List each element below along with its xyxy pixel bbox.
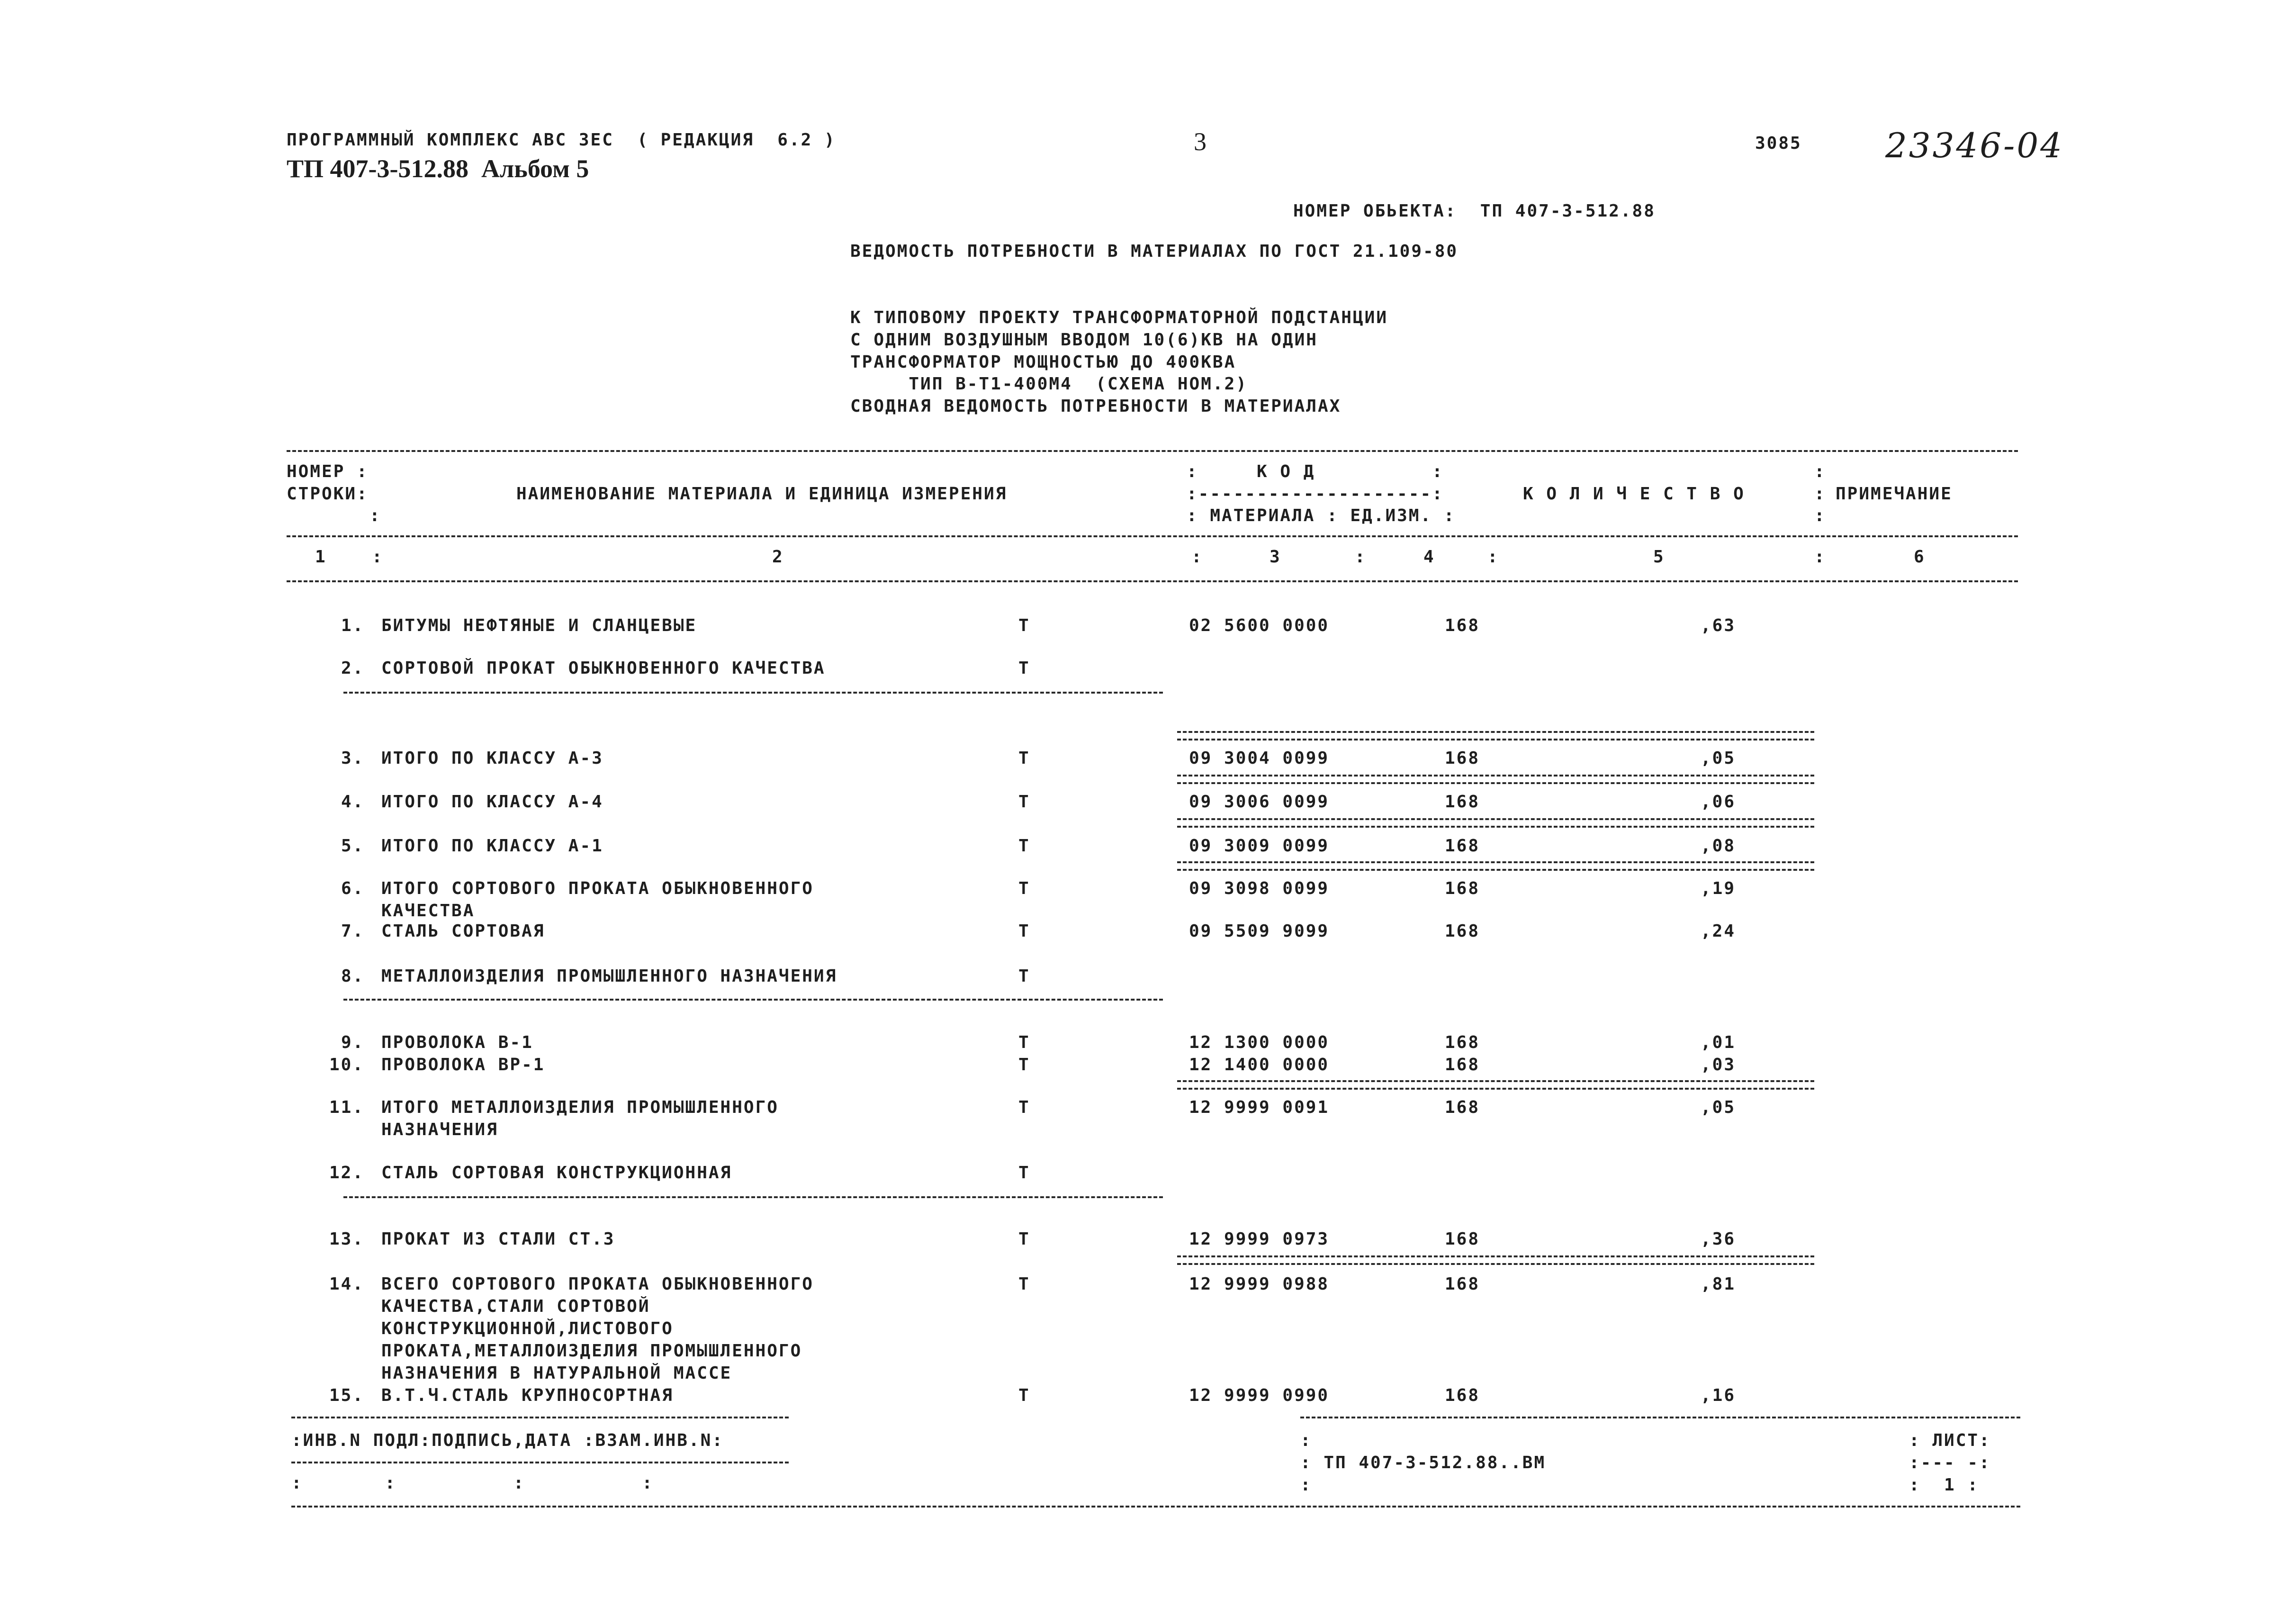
column-separator: : [1191,547,1203,567]
table-row [0,879,2296,903]
table-row [0,1274,2296,1298]
row-number: 2. [341,659,365,678]
header-separator-3: : [1814,506,1826,525]
material-code: 12 9999 0973 [1189,1229,1330,1249]
column-separator: : [1814,547,1826,567]
unit: Т [1018,1098,1030,1117]
unit: Т [1018,792,1030,812]
unit-code: 168 [1445,921,1480,941]
row-number: 9. [341,1033,365,1052]
material-code: 09 3098 0099 [1189,879,1330,898]
column-number-3: 3 [1270,547,1281,567]
header-bottom-rule [287,580,2018,582]
material-code: 09 5509 9099 [1189,921,1330,941]
total-rule [1177,731,1814,740]
table-row [0,836,2296,860]
object-number: НОМЕР ОБЬЕКТА: ТП 407-3-512.88 [1293,201,1656,221]
material-name: ВСЕГО СОРТОВОГО ПРОКАТА ОБЫКНОВЕННОГО [381,1274,814,1294]
quantity: ,36 [1701,1229,1736,1249]
unit-code: 168 [1445,792,1480,812]
material-name: В.Т.Ч.СТАЛЬ КРУПНОСОРТНАЯ [381,1386,674,1405]
sheet-separator: :--- -: [1909,1453,1991,1472]
row-number: 13. [329,1229,365,1249]
material-name: ИТОГО МЕТАЛЛОИЗДЕЛИЯ ПРОМЫШЛЕННОГО [381,1098,779,1117]
unit-code: 168 [1445,836,1480,856]
material-code: 12 9999 0990 [1189,1386,1330,1405]
page-number: 3 [1194,127,1207,156]
material-code: 12 1400 0000 [1189,1055,1330,1074]
unit: Т [1018,1163,1030,1183]
stamp-header: :ИНВ.N ПОДЛ:ПОДПИСЬ,ДАТА :ВЗАМ.ИНВ.N: [291,1431,724,1450]
code-header-mid: :--------------------: [1187,484,1444,504]
table-row [0,659,2296,682]
quantity: ,03 [1701,1055,1736,1074]
material-code: 02 5600 0000 [1189,616,1330,635]
row-number: 8. [341,966,365,986]
unit-code: 168 [1445,1098,1480,1117]
material-name: МЕТАЛЛОИЗДЕЛИЯ ПРОМЫШЛЕННОГО НАЗНАЧЕНИЯ [381,966,837,986]
column-number-6: 6 [1914,547,1926,567]
row-number: 11. [329,1098,365,1117]
unit-code: 168 [1445,879,1480,898]
handwritten-number: 23346-04 [1885,126,2064,165]
header-mid-rule [287,535,2018,537]
total-rule [1177,775,1814,784]
material-name: ПРОВОЛОКА В-1 [381,1033,533,1052]
sheet-number: : 1 : [1909,1475,1980,1495]
material-name: ИТОГО СОРТОВОГО ПРОКАТА ОБЫКНОВЕННОГО [381,879,814,898]
subtitle-line-5: СВОДНАЯ ВЕДОМОСТЬ ПОТРЕБНОСТИ В МАТЕРИАЛАХ [850,397,1342,416]
code-header-bottom: : МАТЕРИАЛА : ЕД.ИЗМ. : [1187,506,1456,525]
row-number: 4. [341,792,365,812]
quantity: ,24 [1701,921,1736,941]
unit: Т [1018,659,1030,678]
column-number-4: 4 [1423,547,1435,567]
material-name: ИТОГО ПО КЛАССУ А-3 [381,749,603,768]
material-name: ПРОКАТ ИЗ СТАЛИ СТ.3 [381,1229,615,1249]
material-code: 12 9999 0091 [1189,1098,1330,1117]
unit-code: 168 [1445,1386,1480,1405]
quantity: ,08 [1701,836,1736,856]
material-name: СТАЛЬ СОРТОВАЯ КОНСТРУКЦИОННАЯ [381,1163,732,1183]
document-title: ВЕДОМОСТЬ ПОТРЕБНОСТИ В МАТЕРИАЛАХ ПО ГОСТ 21.109-80 [850,242,1459,261]
unit-code: 168 [1445,1055,1480,1074]
quantity: ,19 [1701,879,1736,898]
program-label: ПРОГРАММНЫЙ КОМПЛЕКС АВС ЗЕС ( РЕДАКЦИЯ 6.2 ) [287,130,836,150]
table-row [0,921,2296,945]
table-row [0,1055,2296,1079]
material-name-continuation: КАЧЕСТВА,СТАЛИ СОРТОВОЙ [381,1297,650,1316]
quantity: ,16 [1701,1386,1736,1405]
stamp-mid-rule [291,1462,789,1463]
total-rule [1177,1255,1814,1265]
table-row [0,792,2296,816]
unit: Т [1018,1055,1030,1074]
unit: Т [1018,1033,1030,1052]
material-code: 09 3009 0099 [1189,836,1330,856]
material-name-continuation: НАЗНАЧЕНИЯ В НАТУРАЛЬНОЙ МАССЕ [381,1363,732,1383]
unit: Т [1018,749,1030,768]
material-code: 12 1300 0000 [1189,1033,1330,1052]
subtitle-line-1: К ТИПОВОМУ ПРОЕКТУ ТРАНСФОРМАТОРНОЙ ПОДСТАНЦИИ [850,308,1388,327]
subtitle-line-4: ТИП В-Т1-400М4 (СХЕМА НОМ.2) [850,374,1248,394]
table-row [0,616,2296,640]
stamp-cells: : : : : [291,1473,654,1493]
row-number-header-3: : [369,506,381,525]
total-rule [1177,1080,1814,1090]
table-row [0,966,2296,990]
quantity: ,01 [1701,1033,1736,1052]
row-number: 15. [329,1386,365,1405]
material-code: 09 3004 0099 [1189,749,1330,768]
row-number: 5. [341,836,365,856]
group-rule [343,999,1163,1001]
footer-top-rule-right [1300,1417,2020,1418]
total-rule [1177,818,1814,828]
quantity-column-header: К О Л И Ч Е С Т В О [1523,484,1745,504]
table-row [0,1033,2296,1056]
row-number: 12. [329,1163,365,1183]
unit-code: 168 [1445,1274,1480,1294]
doc-code-top: : [1300,1431,1312,1450]
footer-bottom-rule [291,1506,2020,1508]
material-name-continuation: ПРОКАТА,МЕТАЛЛОИЗДЕЛИЯ ПРОМЫШЛЕННОГО [381,1341,802,1361]
unit-code: 168 [1445,1229,1480,1249]
row-number-header-2: СТРОКИ: [287,484,369,504]
table-row [0,1229,2296,1253]
row-number: 6. [341,879,365,898]
column-number-5: 5 [1653,547,1665,567]
note-column-header: ПРИМЕЧАНИЕ [1836,484,1953,504]
column-number-2: 2 [772,547,784,567]
subtitle-line-2: С ОДНИМ ВОЗДУШНЫМ ВВОДОМ 10(6)КВ НА ОДИН [850,330,1318,350]
material-name: ИТОГО ПО КЛАССУ А-1 [381,836,603,856]
material-code: 12 9999 0988 [1189,1274,1330,1294]
unit: Т [1018,879,1030,898]
row-number: 14. [329,1274,365,1294]
material-name: ПРОВОЛОКА ВР-1 [381,1055,545,1074]
material-name-continuation: НАЗНАЧЕНИЯ [381,1120,498,1139]
doc-code: : ТП 407-3-512.88..ВМ [1300,1453,1546,1472]
row-number: 7. [341,921,365,941]
unit-code: 168 [1445,616,1480,635]
subtitle-line-3: ТРАНСФОРМАТОР МОЩНОСТЬЮ ДО 400КВА [850,352,1236,372]
unit: Т [1018,616,1030,635]
footer-top-rule-left [291,1417,789,1418]
table-row [0,1098,2296,1121]
group-rule [343,1196,1163,1198]
document-code: 3085 [1755,134,1802,153]
table-row [0,1163,2296,1187]
row-number: 10. [329,1055,365,1074]
header-separator-2: : [1814,484,1826,504]
table-row [0,1386,2296,1409]
material-name: СОРТОВОЙ ПРОКАТ ОБЫКНОВЕННОГО КАЧЕСТВА [381,659,826,678]
unit: Т [1018,921,1030,941]
unit: Т [1018,1386,1030,1405]
row-number: 1. [341,616,365,635]
column-separator: : [372,547,384,567]
table-row [0,749,2296,772]
unit: Т [1018,1274,1030,1294]
table-top-rule [287,450,2018,452]
group-rule [343,692,1163,694]
quantity: ,81 [1701,1274,1736,1294]
unit-code: 168 [1445,1033,1480,1052]
material-name: БИТУМЫ НЕФТЯНЫЕ И СЛАНЦЕВЫЕ [381,616,697,635]
material-name: СТАЛЬ СОРТОВАЯ [381,921,545,941]
quantity: ,05 [1701,1098,1736,1117]
unit: Т [1018,966,1030,986]
quantity: ,05 [1701,749,1736,768]
column-number-1: 1 [315,547,327,567]
material-name-continuation: КОНСТРУКЦИОННОЙ,ЛИСТОВОГО [381,1319,674,1338]
code-header-top: : К О Д : [1187,462,1444,481]
row-number-header-1: НОМЕР : [287,462,369,481]
unit: Т [1018,1229,1030,1249]
name-column-header: НАИМЕНОВАНИЕ МАТЕРИАЛА И ЕДИНИЦА ИЗМЕРЕНИЯ [516,484,1008,504]
row-number: 3. [341,749,365,768]
material-name-continuation: КАЧЕСТВА [381,901,475,921]
material-code: 09 3006 0099 [1189,792,1330,812]
doc-code-bottom: : [1300,1475,1312,1495]
sheet-label: : ЛИСТ: [1909,1431,1991,1450]
unit: Т [1018,836,1030,856]
album-label: ТП 407-3-512.88 Альбом 5 [287,154,589,183]
quantity: ,63 [1701,616,1736,635]
unit-code: 168 [1445,749,1480,768]
header-separator-1: : [1814,462,1826,481]
total-rule [1177,861,1814,871]
quantity: ,06 [1701,792,1736,812]
column-separator: : [1487,547,1499,567]
column-separator: : [1355,547,1367,567]
material-name: ИТОГО ПО КЛАССУ А-4 [381,792,603,812]
